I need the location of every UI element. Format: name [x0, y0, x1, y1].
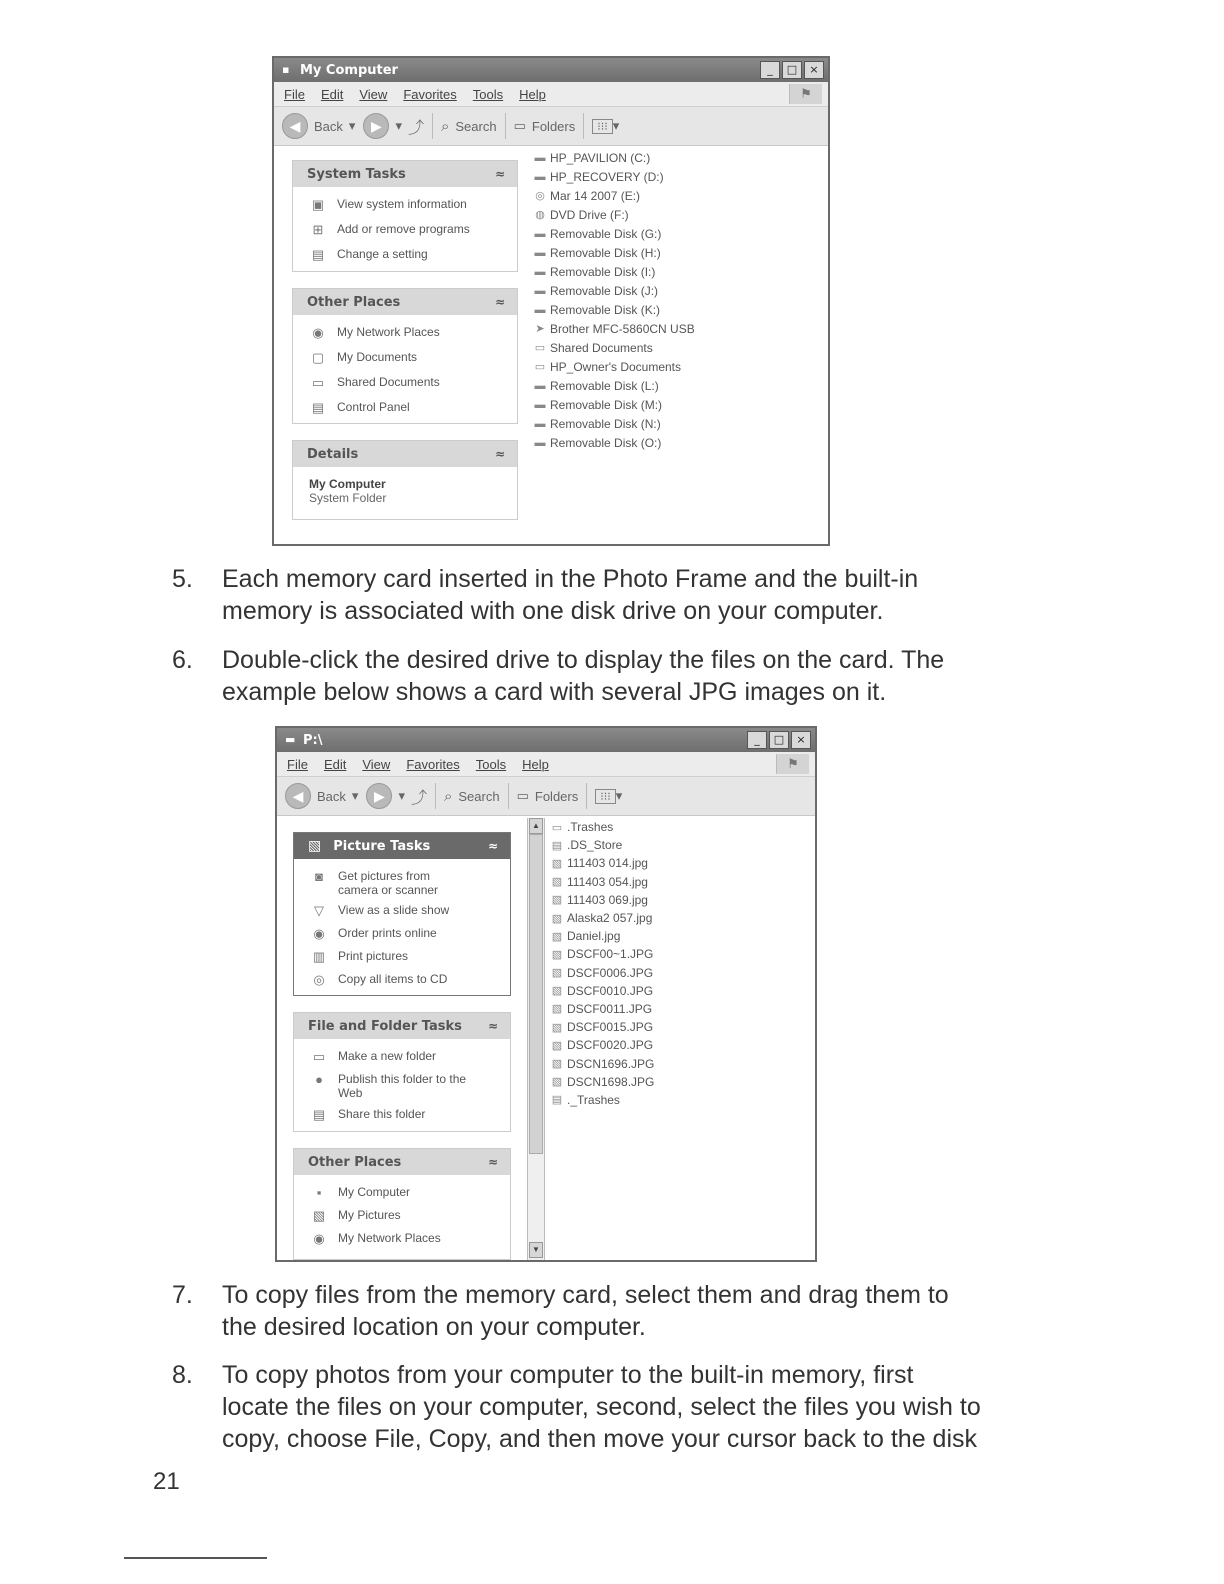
- views-icon[interactable]: ⁝⁝⁝: [592, 119, 613, 134]
- toolbar: [277, 777, 815, 816]
- up-folder-icon[interactable]: ⤴: [407, 119, 424, 137]
- place-shared-documents[interactable]: ▭ Shared Documents: [309, 375, 517, 391]
- place-network[interactable]: ◉ My Network Places: [309, 325, 517, 341]
- removable-disk-icon: ▬: [534, 246, 546, 259]
- task-change-setting[interactable]: ▤ Change a setting: [309, 247, 517, 263]
- drive-icon: ▬: [285, 733, 296, 746]
- step-text-line: Each memory card inserted in the Photo Frame and the built-in: [222, 565, 919, 593]
- control-panel-icon: ▤: [311, 247, 325, 262]
- removable-disk-icon: ▬: [534, 227, 546, 240]
- list-item[interactable]: ▬ HP_PAVILION (C:): [532, 148, 695, 167]
- step-5: [172, 563, 1072, 627]
- back-button[interactable]: Back: [317, 788, 346, 804]
- removable-disk-icon: ▬: [534, 265, 546, 278]
- task-view-system-info[interactable]: ▣ View system information: [309, 197, 517, 213]
- image-file-icon: ▧: [551, 967, 563, 980]
- close-button[interactable]: ×: [804, 61, 824, 79]
- back-dropdown-icon[interactable]: ▾: [351, 788, 359, 803]
- list-item[interactable]: ▭ .Trashes: [549, 818, 654, 836]
- details-panel: [292, 440, 518, 520]
- list-item[interactable]: ▧ DSCF00~1.JPG: [549, 945, 654, 963]
- folders-icon[interactable]: ▭: [513, 118, 526, 133]
- image-file-icon: ▧: [551, 894, 563, 907]
- place-control-panel[interactable]: ▤ Control Panel: [309, 400, 517, 416]
- details-name: My Computer: [309, 477, 386, 491]
- step-number: 7.: [172, 1281, 193, 1309]
- list-item[interactable]: ◍ DVD Drive (F:): [532, 205, 695, 224]
- panel-header[interactable]: File and Folder Tasks ≈: [294, 1013, 510, 1039]
- collapse-icon[interactable]: ≈: [487, 1155, 498, 1169]
- control-panel-icon: ▤: [311, 400, 325, 415]
- toolbar: [274, 107, 828, 146]
- forward-dropdown-icon[interactable]: ▾: [398, 788, 405, 803]
- image-file-icon: ▧: [551, 985, 563, 998]
- step-text-line: copy, choose File, Copy, and then move your cursor back to the disk: [222, 1425, 978, 1453]
- list-item[interactable]: ▧ DSCF0015.JPG: [549, 1018, 654, 1036]
- other-places-panel: [292, 288, 518, 424]
- scroll-down-arrow-icon[interactable]: ▼: [529, 1242, 543, 1258]
- menu-view[interactable]: View: [359, 86, 388, 102]
- list-item[interactable]: ▧ 111403 054.jpg: [549, 873, 654, 891]
- scroll-thumb[interactable]: [529, 834, 543, 1154]
- list-item[interactable]: ▭ Shared Documents: [532, 338, 695, 357]
- shared-folder-icon: ▭: [534, 342, 546, 354]
- content-area: [277, 816, 815, 1260]
- panel-header[interactable]: Other Places ≈: [294, 1149, 510, 1175]
- scroll-up-arrow-icon[interactable]: ▲: [529, 818, 543, 834]
- maximize-button[interactable]: □: [769, 731, 789, 749]
- image-file-icon: ▧: [551, 1039, 563, 1052]
- task-add-remove-programs[interactable]: ⊞ Add or remove programs: [309, 222, 517, 238]
- drive-window: [275, 726, 817, 1262]
- folders-icon[interactable]: ▭: [516, 788, 529, 803]
- list-item[interactable]: ▬ Removable Disk (O:): [532, 433, 695, 452]
- slide-show-icon: ▽: [314, 903, 324, 918]
- footer-rule: [124, 1557, 267, 1559]
- menu-edit[interactable]: Edit: [320, 86, 344, 102]
- menu-edit[interactable]: Edit: [323, 756, 347, 772]
- menu-help[interactable]: Help: [519, 86, 546, 102]
- removable-disk-icon: ▬: [534, 398, 546, 411]
- place-my-pictures[interactable]: ▧ My Pictures: [310, 1208, 510, 1224]
- panel-header[interactable]: ▧ Picture Tasks ≈: [294, 833, 510, 859]
- content-area: [274, 146, 828, 544]
- task-print-pictures[interactable]: ▥ Print pictures: [310, 949, 510, 965]
- task-order-prints[interactable]: ◉ Order prints online: [310, 926, 510, 942]
- toolbar-separator: [583, 113, 584, 139]
- other-places-panel: [293, 1148, 511, 1260]
- removable-disk-icon: ▬: [534, 417, 546, 430]
- programs-icon: ⊞: [312, 222, 324, 237]
- place-documents[interactable]: ▢ My Documents: [309, 350, 517, 366]
- toolbar-separator: [505, 113, 506, 139]
- step-6: [172, 644, 1072, 708]
- views-dropdown-icon[interactable]: ▾: [612, 118, 620, 133]
- folders-button[interactable]: Folders: [534, 788, 579, 804]
- window-title: P:\: [303, 732, 323, 748]
- list-item[interactable]: ◎ Mar 14 2007 (E:): [532, 186, 695, 205]
- list-item[interactable]: ➤ Brother MFC-5860CN USB: [532, 319, 695, 338]
- menu-file[interactable]: File: [287, 756, 308, 772]
- panel-header[interactable]: Other Places ≈: [293, 289, 517, 315]
- globe-icon: ●: [315, 1072, 323, 1087]
- cd-drive-icon: ◎: [535, 190, 545, 202]
- folder-icon: ▭: [534, 361, 546, 373]
- collapse-icon[interactable]: ≈: [487, 839, 498, 853]
- system-info-icon: ▣: [311, 197, 325, 212]
- list-item[interactable]: ▧ Alaska2 057.jpg: [549, 909, 654, 927]
- hard-drive-icon: ▬: [534, 151, 546, 164]
- task-get-pictures[interactable]: ◙ Get pictures from camera or scanner: [310, 869, 510, 897]
- menu-view[interactable]: View: [362, 756, 391, 772]
- collapse-icon[interactable]: ≈: [494, 447, 505, 461]
- step-number: 6.: [172, 646, 193, 674]
- search-icon[interactable]: ⌕: [443, 787, 453, 805]
- list-item[interactable]: ▧ DSCF0010.JPG: [549, 982, 654, 1000]
- image-file-icon: ▧: [551, 1021, 563, 1034]
- step-text-line: locate the files on your computer, second, select the files you wish to: [222, 1393, 981, 1421]
- step-text-line: the desired location on your computer.: [222, 1313, 646, 1341]
- views-icon[interactable]: ⁝⁝⁝: [595, 789, 616, 804]
- removable-disk-icon: ▬: [534, 303, 546, 316]
- toolbar-separator: [432, 113, 433, 139]
- folder-icon: ▭: [551, 821, 563, 834]
- list-item[interactable]: ▬ Removable Disk (I:): [532, 262, 695, 281]
- step-text-line: example below shows a card with several JPG images on it.: [222, 678, 887, 706]
- system-tasks-panel: [292, 160, 518, 272]
- cd-icon: ◎: [313, 972, 325, 987]
- toolbar-separator: [508, 783, 509, 809]
- windows-logo-icon: ⚑: [789, 84, 822, 104]
- panel-header[interactable]: System Tasks ≈: [293, 161, 517, 187]
- my-computer-window: [272, 56, 830, 546]
- file-list: [549, 818, 654, 1109]
- new-folder-icon: ▭: [312, 1049, 326, 1064]
- task-new-folder[interactable]: ▭ Make a new folder: [310, 1049, 510, 1065]
- toolbar-separator: [435, 783, 436, 809]
- step-number: 5.: [172, 565, 193, 593]
- list-item[interactable]: ▤ ._Trashes: [549, 1091, 654, 1109]
- step-text-line: To copy files from the memory card, select them and drag them to: [222, 1281, 949, 1309]
- minimize-button[interactable]: _: [747, 731, 767, 749]
- title-bar: [277, 728, 815, 752]
- printer-icon: ▥: [312, 949, 326, 964]
- image-file-icon: ▧: [551, 948, 563, 961]
- list-item[interactable]: ▬ Removable Disk (N:): [532, 414, 695, 433]
- menu-bar: [274, 82, 828, 107]
- menu-file[interactable]: File: [284, 86, 305, 102]
- network-places-icon: ◉: [313, 1231, 325, 1246]
- image-file-icon: ▧: [551, 930, 563, 943]
- menu-help[interactable]: Help: [522, 756, 549, 772]
- back-dropdown-icon[interactable]: ▾: [348, 118, 356, 133]
- window-title: My Computer: [300, 62, 398, 78]
- list-item[interactable]: ▧ DSCN1696.JPG: [549, 1054, 654, 1072]
- shared-folder-icon: ▭: [311, 375, 325, 390]
- printer-icon: ➤: [535, 323, 545, 335]
- share-folder-icon: ▤: [312, 1107, 326, 1122]
- up-folder-icon[interactable]: ⤴: [410, 789, 427, 807]
- list-item[interactable]: ▧ DSCN1698.JPG: [549, 1073, 654, 1091]
- computer-icon: ▪: [316, 1185, 322, 1200]
- list-item[interactable]: ▬ Removable Disk (L:): [532, 376, 695, 395]
- file-icon: ▤: [551, 1094, 563, 1107]
- image-file-icon: ▧: [551, 912, 563, 925]
- list-item[interactable]: ▧ DSCF0006.JPG: [549, 964, 654, 982]
- step-text-line: To copy photos from your computer to the built-in memory, first: [222, 1361, 914, 1389]
- back-arrow-icon[interactable]: ◀: [282, 113, 308, 139]
- folders-button[interactable]: Folders: [531, 118, 576, 134]
- step-text-line: Double-click the desired drive to display the files on the card. The: [222, 646, 945, 674]
- picture-tasks-panel: [293, 832, 511, 996]
- menu-favorites[interactable]: Favorites: [403, 86, 457, 102]
- title-bar: [274, 58, 828, 82]
- step-8: [172, 1359, 1072, 1455]
- list-item[interactable]: ▧ 111403 014.jpg: [549, 854, 654, 872]
- details-type: System Folder: [309, 491, 387, 505]
- task-slide-show[interactable]: ▽ View as a slide show: [310, 903, 510, 919]
- removable-disk-icon: ▬: [534, 379, 546, 392]
- list-item[interactable]: ▬ HP_RECOVERY (D:): [532, 167, 695, 186]
- task-publish-web[interactable]: ● Publish this folder to the Web: [310, 1072, 510, 1100]
- panel-header[interactable]: Details ≈: [293, 441, 517, 467]
- search-icon[interactable]: ⌕: [440, 117, 450, 135]
- list-item[interactable]: ▬ Removable Disk (K:): [532, 300, 695, 319]
- minimize-button[interactable]: _: [760, 61, 780, 79]
- dvd-drive-icon: ◍: [535, 209, 545, 221]
- computer-icon: ▪: [282, 63, 290, 76]
- place-network[interactable]: ◉ My Network Places: [310, 1231, 510, 1247]
- list-item[interactable]: ▬ Removable Disk (H:): [532, 243, 695, 262]
- collapse-icon[interactable]: ≈: [494, 295, 505, 309]
- list-item[interactable]: ▧ DSCF0020.JPG: [549, 1036, 654, 1054]
- hard-drive-icon: ▬: [534, 170, 546, 183]
- removable-disk-icon: ▬: [534, 284, 546, 297]
- list-item[interactable]: ▬ Removable Disk (J:): [532, 281, 695, 300]
- place-my-computer[interactable]: ▪ My Computer: [310, 1185, 510, 1201]
- step-text-line: memory is associated with one disk drive on your computer.: [222, 597, 884, 625]
- network-places-icon: ◉: [312, 325, 324, 340]
- menu-tools[interactable]: Tools: [475, 756, 507, 772]
- image-file-icon: ▧: [551, 1076, 563, 1089]
- documents-folder-icon: ▢: [311, 350, 325, 365]
- list-item[interactable]: ▬ Removable Disk (M:): [532, 395, 695, 414]
- collapse-icon[interactable]: ≈: [494, 167, 505, 181]
- list-item[interactable]: ▤ .DS_Store: [549, 836, 654, 854]
- collapse-icon[interactable]: ≈: [487, 1019, 498, 1033]
- list-item[interactable]: ▧ Daniel.jpg: [549, 927, 654, 945]
- file-folder-tasks-panel: [293, 1012, 511, 1132]
- forward-arrow-icon[interactable]: ▶: [366, 783, 392, 809]
- image-file-icon: ▧: [551, 857, 563, 870]
- step-7: [172, 1279, 1072, 1343]
- windows-logo-icon: ⚑: [776, 754, 809, 774]
- step-number: 8.: [172, 1361, 193, 1389]
- views-dropdown-icon[interactable]: ▾: [615, 788, 623, 803]
- forward-dropdown-icon[interactable]: ▾: [395, 118, 402, 133]
- list-item[interactable]: ▭ HP_Owner's Documents: [532, 357, 695, 376]
- list-item[interactable]: ▬ Removable Disk (G:): [532, 224, 695, 243]
- order-prints-icon: ◉: [313, 926, 325, 941]
- removable-disk-icon: ▬: [534, 436, 546, 449]
- image-file-icon: ▧: [551, 1058, 563, 1071]
- drive-list: [532, 148, 695, 452]
- menu-favorites[interactable]: Favorites: [406, 756, 460, 772]
- pictures-folder-icon: ▧: [312, 1208, 326, 1223]
- back-button[interactable]: Back: [314, 118, 343, 134]
- forward-arrow-icon[interactable]: ▶: [363, 113, 389, 139]
- maximize-button[interactable]: □: [782, 61, 802, 79]
- search-button[interactable]: Search: [458, 788, 500, 804]
- file-icon: ▤: [551, 839, 563, 852]
- task-share-folder[interactable]: ▤ Share this folder: [310, 1107, 510, 1123]
- menu-bar: [277, 752, 815, 777]
- menu-tools[interactable]: Tools: [472, 86, 504, 102]
- search-button[interactable]: Search: [455, 118, 497, 134]
- picture-tasks-icon: ▧: [308, 838, 322, 854]
- image-file-icon: ▧: [551, 876, 563, 889]
- list-item[interactable]: ▧ DSCF0011.JPG: [549, 1000, 654, 1018]
- page-number: 21: [153, 1468, 180, 1495]
- list-item[interactable]: ▧ 111403 069.jpg: [549, 891, 654, 909]
- back-arrow-icon[interactable]: ◀: [285, 783, 311, 809]
- image-file-icon: ▧: [551, 1003, 563, 1016]
- camera-icon: ◙: [315, 869, 323, 884]
- toolbar-separator: [586, 783, 587, 809]
- task-pane-scrollbar[interactable]: [527, 818, 545, 1260]
- close-button[interactable]: ×: [791, 731, 811, 749]
- task-copy-to-cd[interactable]: ◎ Copy all items to CD: [310, 972, 510, 988]
